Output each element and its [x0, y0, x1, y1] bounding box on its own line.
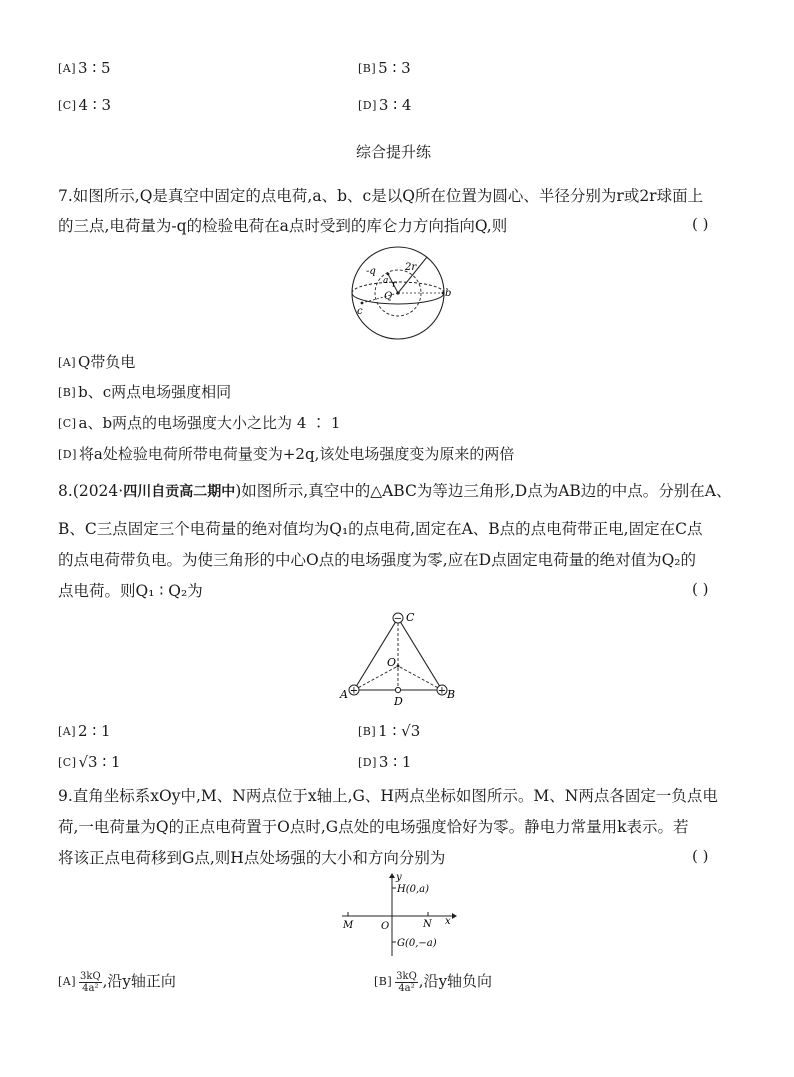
- q9-stem-line3: 将该正点电荷移到G点,则H点处场强的大小和方向分别为: [58, 849, 446, 867]
- label-b: b: [445, 288, 452, 299]
- label-r: r: [392, 280, 397, 290]
- q8-option-d: [D] 3 ∶ 1: [358, 753, 412, 771]
- q8-stem-line4: 点电荷。则Q₁ ∶ Q₂为: [58, 582, 203, 600]
- q8-option-b: [B] 1 ∶ √3: [358, 722, 421, 740]
- prev-option-c: [C] 4 ∶ 3: [58, 96, 112, 114]
- q8-answer-paren: ( ): [692, 580, 709, 598]
- edge-ca: [354, 618, 398, 690]
- q8-stem-line3: 的点电荷带负电。为使三角形的中心O点的电场强度为零,应在D点固定电荷量的绝对值为Q₂的: [58, 551, 696, 569]
- q8-stem-line1: 8.(2024·四川自贡高二期中)如图所示,真空中的△ABC为等边三角形,D点为AB边的中点。分别在A、: [58, 482, 732, 500]
- q9-option-a: [A] $\frac{3kQ}{\text{4a²}}$ ,沿y轴正向: [58, 970, 176, 994]
- q7-option-b: [B] b、c两点电场强度相同: [58, 383, 232, 401]
- q9-stem-line2: 荷,一电荷量为Q的正点电荷置于O点时,G点处的电场强度恰好为零。静电力常量用k表示。若: [58, 818, 689, 836]
- line-ao: [354, 666, 398, 690]
- label-a: a: [383, 276, 389, 286]
- line-bo: [398, 666, 442, 690]
- label-N: N: [423, 919, 432, 930]
- label-O-origin: O: [381, 921, 390, 932]
- point-c-dot: [361, 302, 364, 305]
- label-A: A: [340, 688, 348, 701]
- point-d-dot: [395, 687, 400, 692]
- charge-b-plus: +: [437, 685, 447, 697]
- q8-source-tag: 四川自贡高二期中: [123, 484, 236, 500]
- prev-option-b: [B] 5 ∶ 3: [358, 59, 411, 77]
- label-neg-q: -q: [366, 266, 376, 277]
- q9-option-a-fraction: $\frac{3kQ}{\text{4a²}}$: [80, 970, 101, 994]
- section-title: 综合提升练: [356, 143, 432, 161]
- q8-option-a: [A] 2 ∶ 1: [58, 722, 111, 740]
- label-2r: 2r: [405, 262, 417, 273]
- q7-answer-paren: ( ): [692, 215, 709, 233]
- label-B: B: [447, 688, 456, 701]
- q9-answer-paren: ( ): [692, 847, 709, 865]
- prev-option-d: [D] 3 ∶ 4: [358, 96, 412, 114]
- charge-q-dot: [396, 291, 399, 294]
- charge-c-minus: −: [393, 613, 403, 625]
- x-axis-arrow: [452, 913, 457, 919]
- equator-back: [352, 282, 444, 293]
- point-o-dot: [397, 665, 400, 668]
- point-a-dot: [387, 273, 390, 276]
- label-y-axis: y: [396, 872, 402, 883]
- q7-sphere-figure: [344, 246, 456, 346]
- edge-cb: [398, 618, 442, 690]
- point-b-dot: [442, 292, 445, 295]
- q9-stem-line1: 9.直角坐标系xOy中,M、N两点位于x轴上,G、H两点坐标如图所示。M、N两点各固定一负点电: [58, 787, 718, 805]
- label-Q: Q: [384, 291, 393, 302]
- q9-coordinate-figure: [336, 870, 466, 960]
- q7-stem-line1: 7.如图所示,Q是真空中固定的点电荷,a、b、c是以Q所在位置为圆心、半径分别为r或2r球面上: [58, 187, 704, 205]
- label-D: D: [394, 695, 403, 708]
- q7-option-a: [A] Q带负电: [58, 353, 136, 371]
- q7-option-c: [C] a、b两点的电场强度大小之比为 4 ∶ 1: [58, 414, 341, 432]
- q7-stem-line2: 的三点,电荷量为-q的检验电荷在a点时受到的库仑力方向指向Q,则: [58, 217, 508, 235]
- y-axis-arrow: [389, 873, 395, 878]
- q9-option-b-fraction: $\frac{3kQ}{\text{4a²}}$: [396, 970, 417, 994]
- q8-stem-line2: B、C三点固定三个电荷量的绝对值均为Q₁的点电荷,固定在A、B点的点电荷带正电,固定在C点: [58, 520, 703, 538]
- q9-option-b: [B] $\frac{3kQ}{\text{4a²}}$ ,沿y轴负向: [374, 970, 493, 994]
- label-c: c: [357, 306, 363, 317]
- label-H: H(0,a): [397, 884, 430, 895]
- q8-option-c: [C] √3 ∶ 1: [58, 753, 121, 771]
- label-x-axis: x: [445, 916, 451, 927]
- label-O: O: [387, 656, 397, 669]
- label-C: C: [406, 611, 415, 624]
- label-M: M: [343, 920, 354, 931]
- charge-a-plus: +: [349, 685, 359, 697]
- prev-option-a: [A] 3 ∶ 5: [58, 59, 111, 77]
- q8-triangle-figure: [336, 608, 466, 708]
- label-G: G(0,−a): [397, 938, 437, 949]
- q7-option-d: [D] 将a处检验电荷所带电荷量变为+2q,该处电场强度变为原来的两倍: [58, 445, 515, 463]
